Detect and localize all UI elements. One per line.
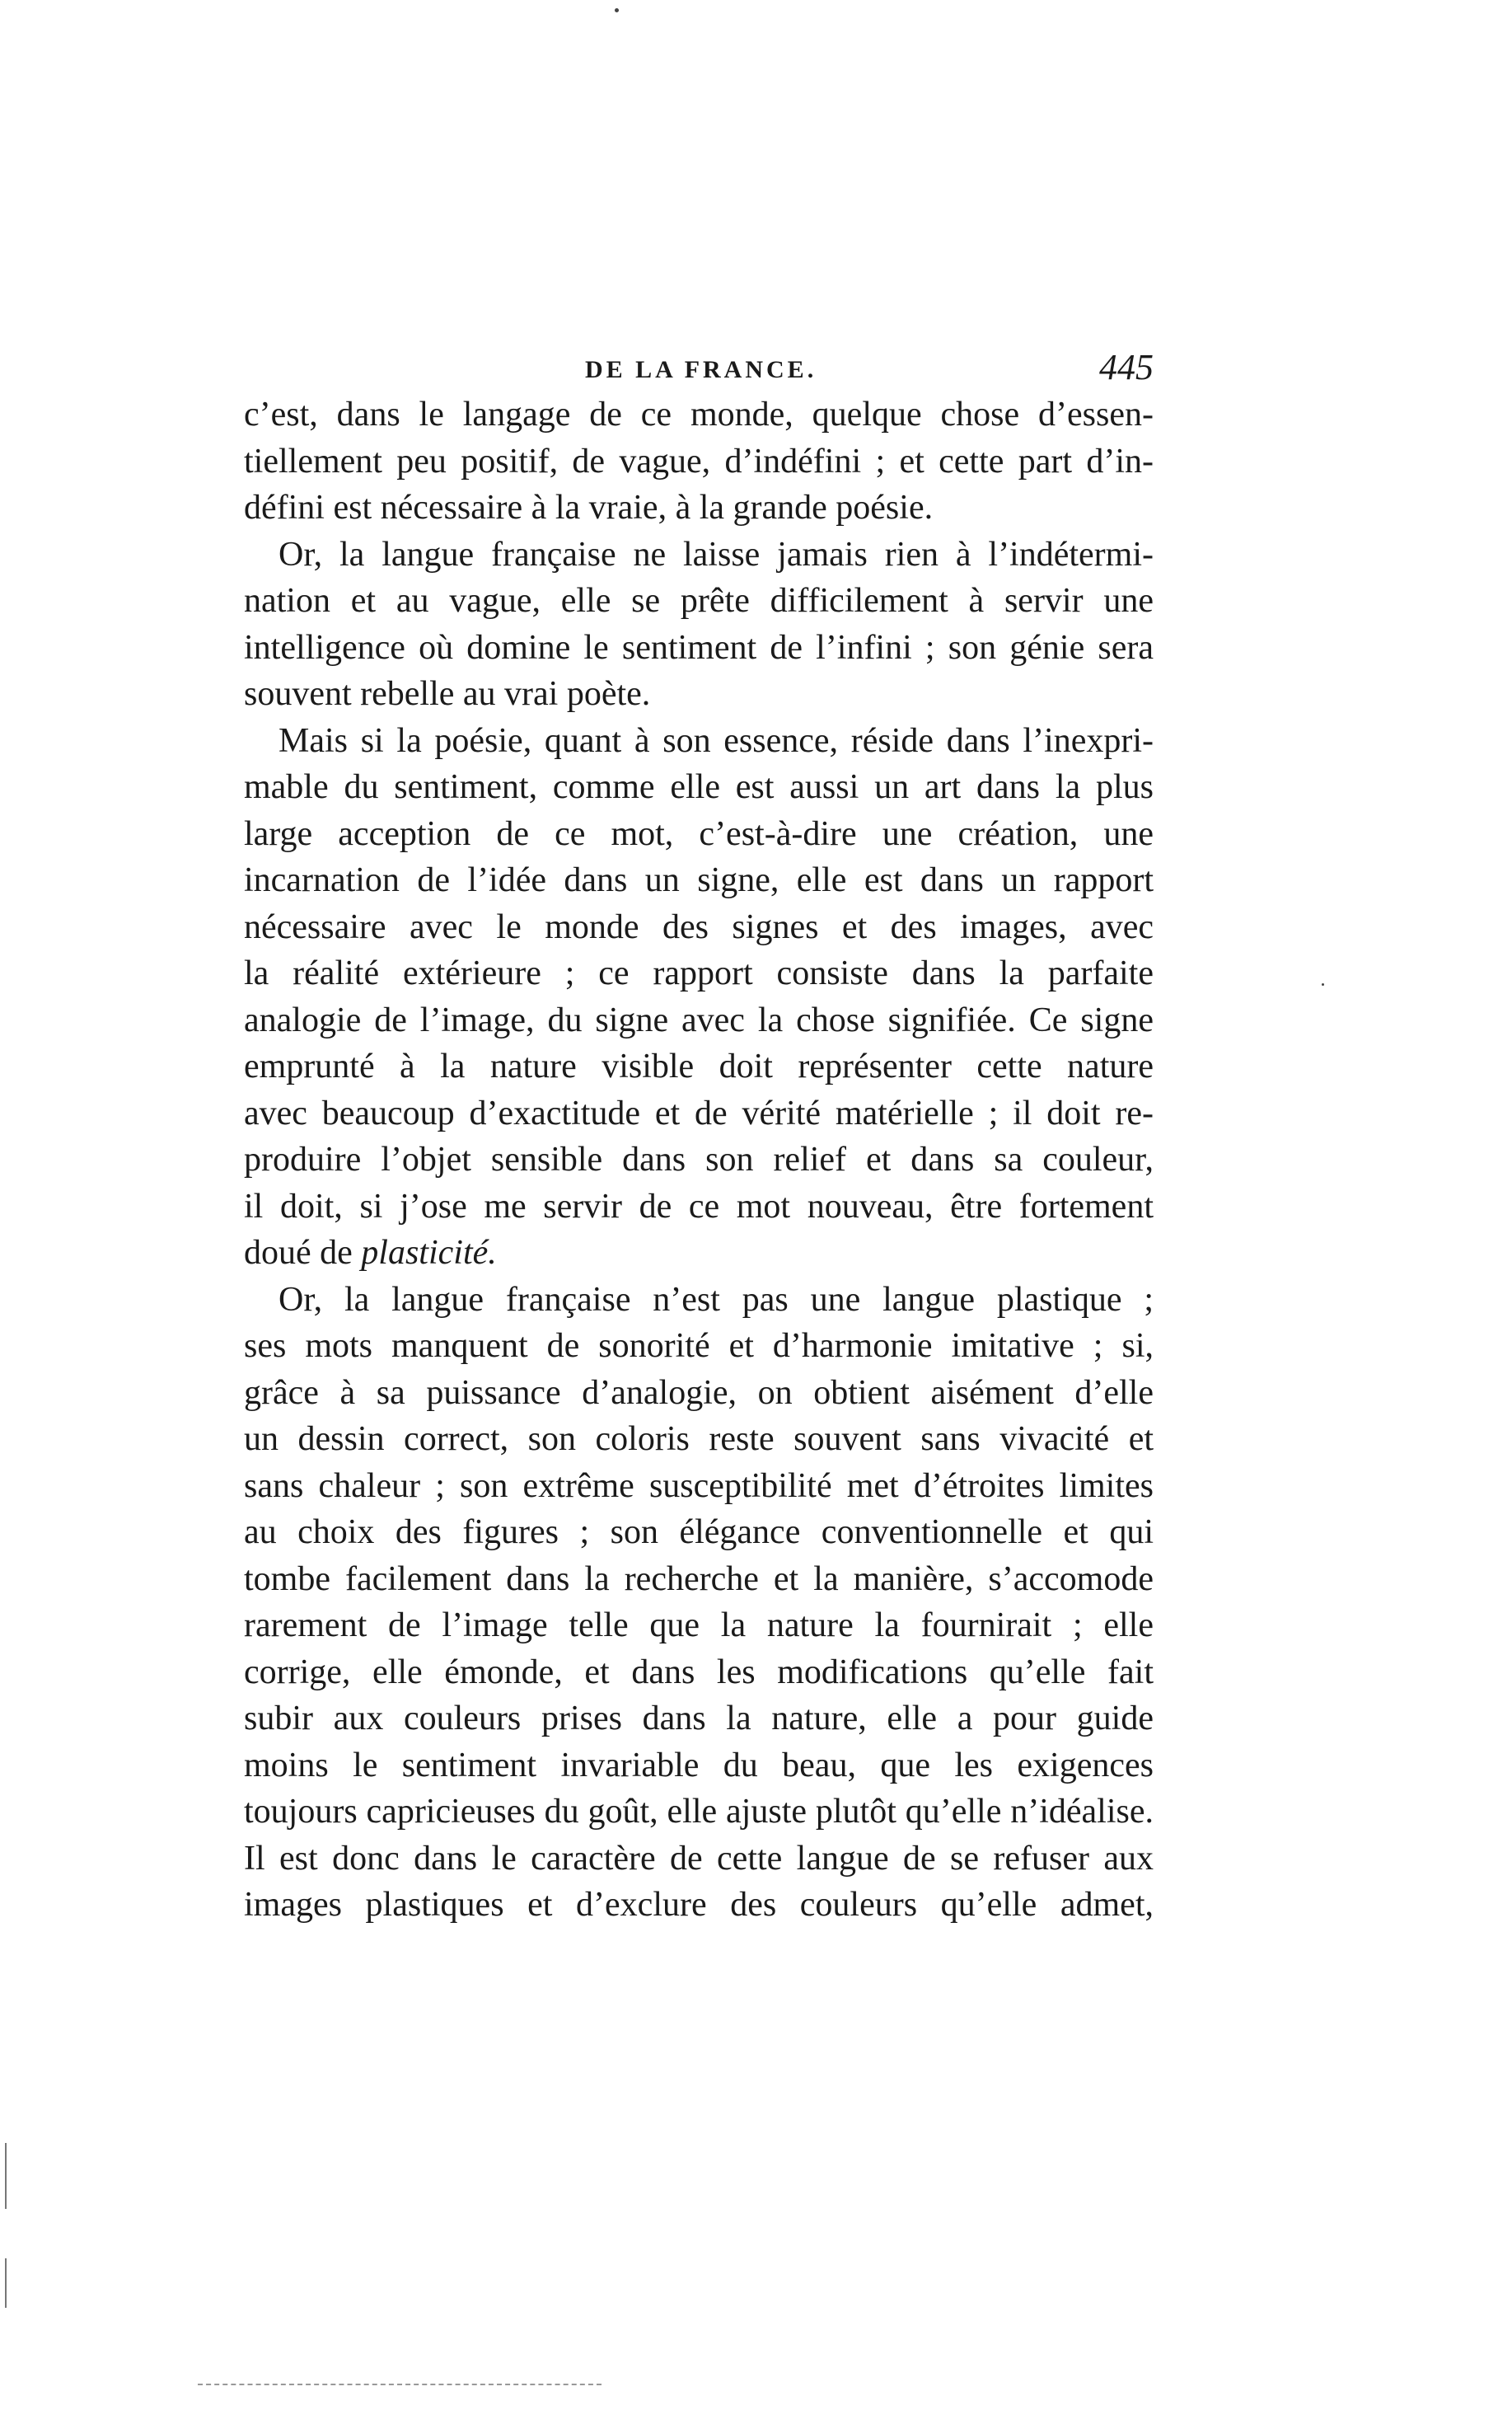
text-line: corrige, elle émonde, et dans les modifications qu’elle fait — [244, 1653, 1154, 1691]
scan-edge-mark — [5, 2258, 7, 2308]
text-line: un dessin correct, son coloris reste souvent sans vivacité et — [244, 1420, 1154, 1458]
text-line: avec beaucoup d’exactitude et de vérité matérielle ; il doit re- — [244, 1094, 1154, 1132]
italic-word: plasticité. — [361, 1234, 497, 1272]
text-line-italic-end — [244, 1230, 1154, 1277]
text-line: au choix des figures ; son élégance conventionnelle et qui — [244, 1513, 1154, 1551]
text-line: nation et au vague, elle se prête difficilement à servir une — [244, 582, 1154, 620]
ink-speck-right — [1322, 983, 1324, 986]
body-text — [244, 392, 1154, 1929]
text-line: analogie de l’image, du signe avec la chose signifiée. Ce signe — [244, 1001, 1154, 1039]
text-line: Il est donc dans le caractère de cette langue de se refuser aux — [244, 1839, 1154, 1878]
text-line-start: doué de — [244, 1234, 362, 1272]
text-line: produire l’objet sensible dans son relief et dans sa couleur, — [244, 1141, 1154, 1179]
text-line: emprunté à la nature visible doit représenter cette nature — [244, 1048, 1154, 1085]
text-line: intelligence où domine le sentiment de l’infini ; son génie sera — [244, 628, 1154, 667]
text-line: rarement de l’image telle que la nature la fournirait ; elle — [244, 1606, 1154, 1644]
text-line: tiellement peu positif, de vague, d’indéfini ; et cette part d’in- — [244, 442, 1154, 481]
ink-speck-top — [615, 8, 619, 12]
text-line: nécessaire avec le monde des signes et des images, avec — [244, 907, 1154, 946]
text-line: Or, la langue française n’est pas une langue plastique ; — [279, 1280, 1154, 1319]
text-line: défini est nécessaire à la vraie, à la grande poésie. — [244, 489, 934, 527]
text-line: tombe facilement dans la recherche et la manière, s’accomode — [244, 1559, 1154, 1598]
scan-edge-mark — [5, 2143, 7, 2209]
text-line: Mais si la poésie, quant à son essence, réside dans l’inexpri- — [279, 721, 1154, 760]
text-line: c’est, dans le langage de ce monde, quelque chose d’essen- — [244, 396, 1154, 434]
text-line: mable du sentiment, comme elle est aussi un art dans la plus — [244, 768, 1154, 806]
text-line: sans chaleur ; son extrême susceptibilité met d’étroites limites — [244, 1466, 1154, 1505]
text-line: grâce à sa puissance d’analogie, on obtient aisément d’elle — [244, 1373, 1154, 1412]
scan-bottom-marks — [198, 2384, 602, 2390]
text-line: moins le sentiment invariable du beau, que les exigences — [244, 1746, 1154, 1784]
running-title: DE LA FRANCE. — [585, 356, 817, 383]
text-line: la réalité extérieure ; ce rapport consiste dans la parfaite — [244, 954, 1154, 992]
text-line: subir aux couleurs prises dans la nature, elle a pour guide — [244, 1700, 1154, 1737]
text-line: large acception de ce mot, c’est-à-dire une création, une — [244, 814, 1154, 853]
text-line: il doit, si j’ose me servir de ce mot nouveau, être fortement — [244, 1187, 1154, 1226]
text-line: ses mots manquent de sonorité et d’harmonie imitative ; si, — [244, 1327, 1154, 1365]
page-number: 445 — [1099, 347, 1154, 387]
text-line: Or, la langue française ne laisse jamais rien à l’indétermi- — [279, 535, 1154, 574]
running-head — [247, 346, 1154, 396]
text-line: toujours capricieuses du goût, elle ajuste plutôt qu’elle n’idéalise. — [244, 1793, 1154, 1831]
text-line: images plastiques et d’exclure des couleurs qu’elle admet, — [244, 1886, 1154, 1924]
text-line: incarnation de l’idée dans un signe, elle est dans un rapport — [244, 861, 1154, 899]
text-line: souvent rebelle au vrai poète. — [244, 675, 651, 713]
